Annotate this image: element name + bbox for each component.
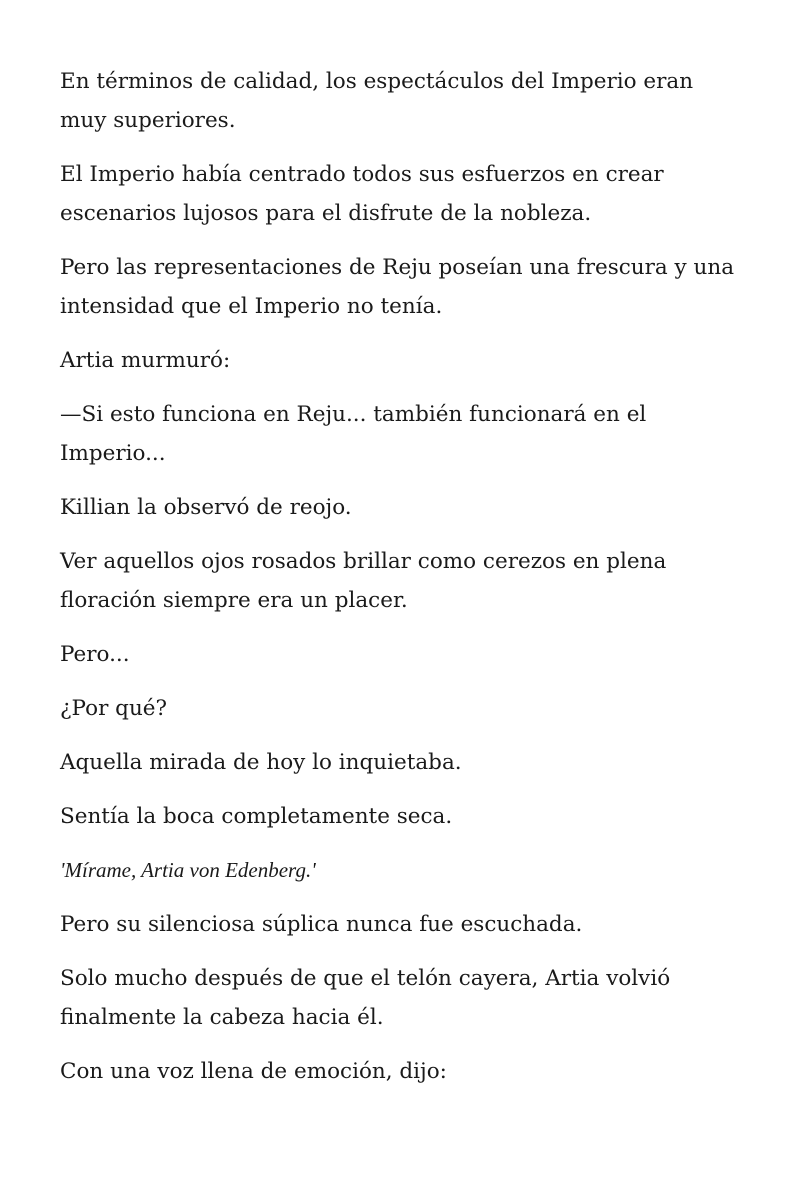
- paragraph-13: Pero su silenciosa súplica nunca fue escuchada.: [60, 912, 583, 937]
- paragraph-11: Sentía la boca completamente seca.: [60, 804, 453, 829]
- paragraph-6: Killian la observó de reojo.: [60, 495, 352, 520]
- paragraph-14: Solo mucho después de que el telón cayera, Artia volvió finalmente la cabeza hacia él.: [60, 966, 671, 1030]
- paragraph-5: —Si esto funciona en Reju... también funcionará en el Imperio...: [60, 402, 647, 466]
- paragraph-3: Pero las representaciones de Reju poseían una frescura y una intensidad que el Imperio no tenía.: [60, 255, 735, 319]
- paragraph-10: Aquella mirada de hoy lo inquietaba.: [60, 750, 462, 775]
- document-page: [60, 62, 740, 1106]
- paragraph-15: Con una voz llena de emoción, dijo:: [60, 1059, 447, 1084]
- paragraph-7: Ver aquellos ojos rosados brillar como cerezos en plena floración siempre era un placer.: [60, 549, 667, 613]
- paragraph-8: Pero...: [60, 642, 130, 667]
- paragraph-9: ¿Por qué?: [60, 696, 168, 721]
- paragraph-4: Artia murmuró:: [60, 348, 231, 373]
- paragraph-1: En términos de calidad, los espectáculos del Imperio eran muy superiores.: [60, 69, 694, 133]
- paragraph-12-italic-thought: 'Mírame, Artia von Edenberg.': [60, 858, 316, 882]
- paragraph-2: El Imperio había centrado todos sus esfuerzos en crear escenarios lujosos para el disfrute de la nobleza.: [60, 162, 664, 226]
